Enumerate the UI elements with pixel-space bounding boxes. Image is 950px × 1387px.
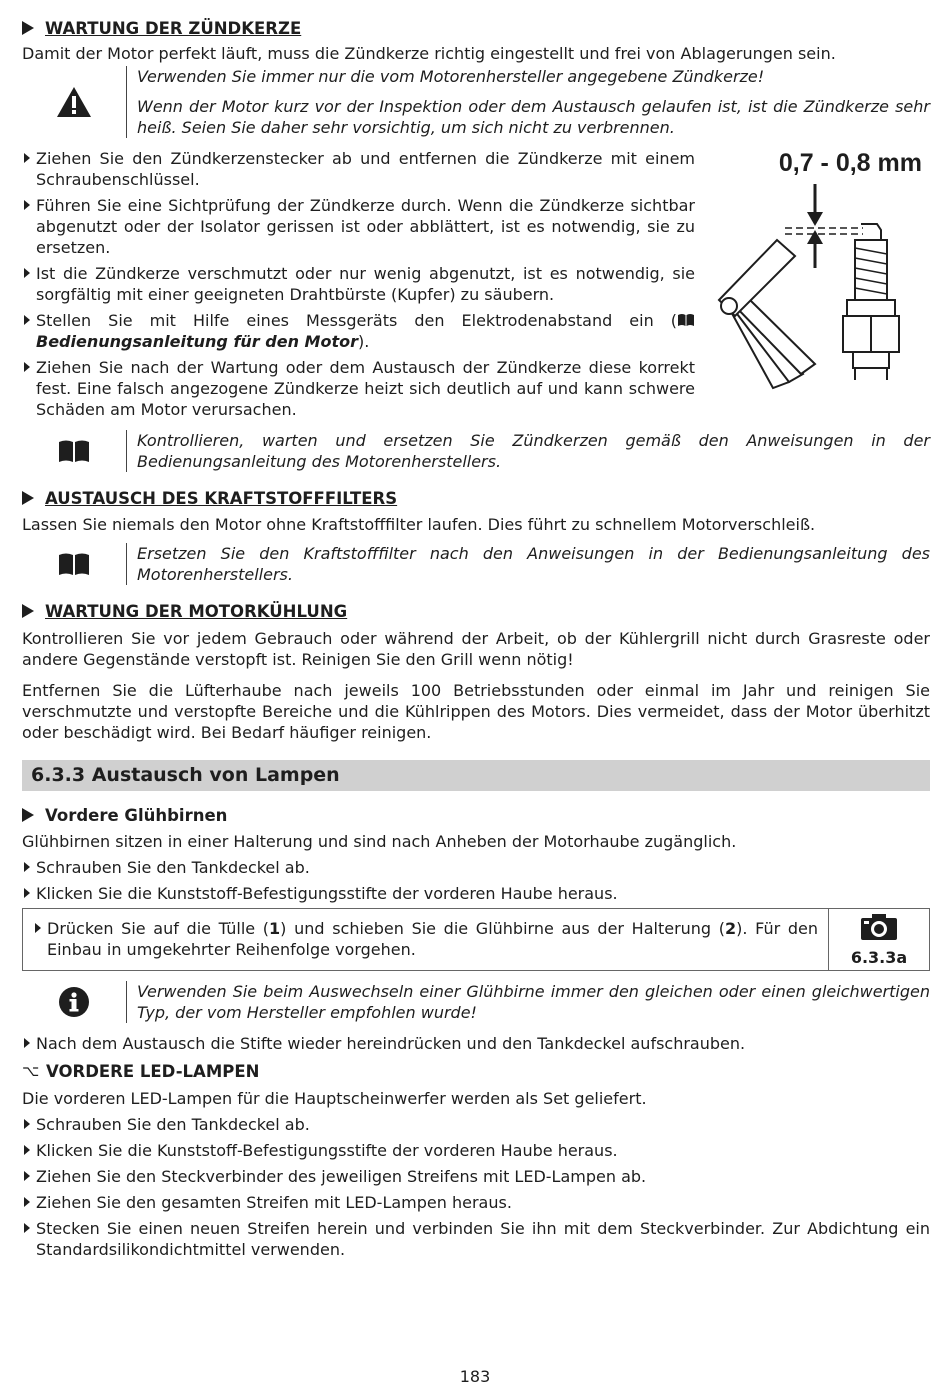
list-item: Stecken Sie einen neuen Streifen herein und verbinden Sie ihn mit dem Steckverbinder. Zur Abdichtung ein Standardsilikondichtmittel verwenden. — [22, 1218, 930, 1260]
subheading-front-led: ⌥ VORDERE LED-LAMPEN — [22, 1061, 260, 1081]
motor-manual-reference: Bedienungsanleitung für den Motor — [36, 332, 358, 351]
manual-page — [22, 16, 930, 1260]
front-bulbs-steps — [22, 857, 930, 904]
gap-measurement-label: 0,7 - 0,8 mm — [778, 149, 922, 177]
spark-plug-steps-block — [22, 148, 930, 420]
figure-reference-label: 6.3.3a — [850, 948, 908, 967]
info-icon — [22, 981, 126, 1023]
book-icon — [677, 311, 695, 330]
list-item: Ziehen Sie den Steckverbinder des jeweiligen Streifens mit LED-Lampen ab. — [22, 1166, 930, 1187]
spark-plug-gap-figure — [695, 148, 930, 420]
book-note-fuel-filter — [22, 543, 930, 585]
list-item: Ist die Zündkerze verschmutzt oder nur wenig abgenutzt, ist es notwendig, sie sorgfältig mit einer geeigneten Drahtbürste (Kupfer) zu säubern. — [22, 263, 695, 305]
list-item: Ziehen Sie nach der Wartung oder dem Austausch der Zündkerze diese korrekt fest. Eine falsch angezogene Zündkerze heizt sich deutlich auf und kann schwere Schäden am Motor verursachen. — [22, 357, 695, 420]
front-bulbs-intro: Glühbirnen sitzen in einer Halterung und sind nach Anheben der Motorhaube zugänglich. — [22, 832, 737, 851]
list-item: Schrauben Sie den Tankdeckel ab. — [22, 1114, 930, 1135]
info-note-text: Verwenden Sie beim Auswechseln einer Glühbirne immer den gleichen oder einen gleichwertigen Typ, der vom Hersteller empfohlen wurde! — [137, 982, 930, 1022]
section-heading-spark-plug: WARTUNG DER ZÜNDKERZE — [22, 16, 930, 40]
triangle-bullet-icon — [22, 808, 34, 822]
book-note-text: Ersetzen Sie den Kraftstofffilter nach den Anweisungen in der Bedienungsanleitung des Motorenherstellers. — [137, 544, 930, 584]
list-item: Klicken Sie die Kunststoff-Befestigungsstifte der vorderen Haube heraus. — [22, 1140, 930, 1161]
book-note-text: Kontrollieren, warten und ersetzen Sie Zündkerzen gemäß den Anweisungen in der Bedienungsanleitung des Motorenherstellers. — [137, 431, 930, 471]
feeler-gauge-spark-plug-drawing — [711, 182, 931, 412]
list-item: Stellen Sie mit Hilfe eines Messgeräts den Elektrodenabstand ein (Bedienungsanleitung für den Motor). — [22, 310, 695, 352]
subheading-front-bulbs: Vordere Glühbirnen — [22, 803, 930, 827]
camera-icon — [860, 913, 898, 941]
book-icon — [22, 543, 126, 585]
book-note-spark-plug — [22, 430, 930, 472]
triangle-bullet-icon — [22, 491, 34, 505]
option-icon: ⌥ — [22, 1061, 40, 1080]
list-item: Ziehen Sie den gesamten Streifen mit LED-Lampen heraus. — [22, 1192, 930, 1213]
list-item: Führen Sie eine Sichtprüfung der Zündkerze durch. Wenn die Zündkerze sichtbar abgenutzt oder der Isolator gerissen ist oder abblättert, ist es notwendig, sie zu ersetzen. — [22, 195, 695, 258]
warning-icon — [22, 66, 126, 138]
section-title-lamps: 6.3.3 Austausch von Lampen — [22, 760, 930, 791]
list-item: Nach dem Austausch die Stifte wieder hereindrücken und den Tankdeckel aufschrauben. — [22, 1033, 930, 1054]
list-item: Ziehen Sie den Zündkerzenstecker ab und entfernen die Zündkerze mit einem Schraubenschlüssel. — [22, 148, 695, 190]
list-item: Drücken Sie auf die Tülle (1) und schieben Sie die Glühbirne aus der Halterung (2). Für den Einbau in umgekehrter Reihenfolge vorgehen. — [33, 918, 818, 960]
warning-note — [22, 66, 930, 138]
book-icon — [22, 430, 126, 472]
warning-text-1: Verwenden Sie immer nur die vom Motorenhersteller angegebene Zündkerze! — [137, 67, 765, 86]
triangle-bullet-icon — [22, 604, 34, 618]
front-led-intro: Die vorderen LED-Lampen für die Hauptscheinwerfer werden als Set geliefert. — [22, 1089, 647, 1108]
warning-text-2: Wenn der Motor kurz vor der Inspektion oder dem Austausch gelaufen ist, ist die Zündkerze sehr heiß. Seien Sie daher sehr vorsichtig, um sich nicht zu verbrennen. — [137, 97, 930, 137]
front-led-steps — [22, 1114, 930, 1260]
figure-reference-box — [22, 908, 930, 971]
section-heading-cooling: WARTUNG DER MOTORKÜHLUNG — [22, 599, 930, 623]
after-replacement-step — [22, 1033, 930, 1054]
list-item: Schrauben Sie den Tankdeckel ab. — [22, 857, 930, 878]
cooling-paragraph-1: Kontrollieren Sie vor jedem Gebrauch oder während der Arbeit, ob der Kühlergrill nicht durch Grasreste oder andere Gegenstände verstopft ist. Reinigen Sie den Grill wenn nötig! — [22, 629, 930, 669]
list-item: Klicken Sie die Kunststoff-Befestigungsstifte der vorderen Haube heraus. — [22, 883, 930, 904]
triangle-bullet-icon — [22, 21, 34, 35]
section-heading-fuel-filter: AUSTAUSCH DES KRAFTSTOFFFILTERS — [22, 486, 930, 510]
spark-plug-steps — [22, 148, 695, 420]
info-note — [22, 981, 930, 1023]
fuel-filter-intro: Lassen Sie niemals den Motor ohne Kraftstofffilter laufen. Dies führt zu schnellem Motorverschleiß. — [22, 515, 816, 534]
page-number: 183 — [459, 1367, 491, 1386]
cooling-paragraph-2: Entfernen Sie die Lüfterhaube nach jeweils 100 Betriebsstunden oder einmal im Jahr und reinigen Sie verschmutzte und verstopfte Bereiche und die Kühlrippen des Motors. Dies vermeidet, dass der Motor überhitzt oder beschädigt wird. Bei Bedarf häufiger reinigen. — [22, 681, 930, 742]
spark-plug-intro: Damit der Motor perfekt läuft, muss die Zündkerze richtig eingestellt und frei von Ablagerungen sein. — [22, 44, 836, 63]
figure-reference — [828, 909, 929, 970]
